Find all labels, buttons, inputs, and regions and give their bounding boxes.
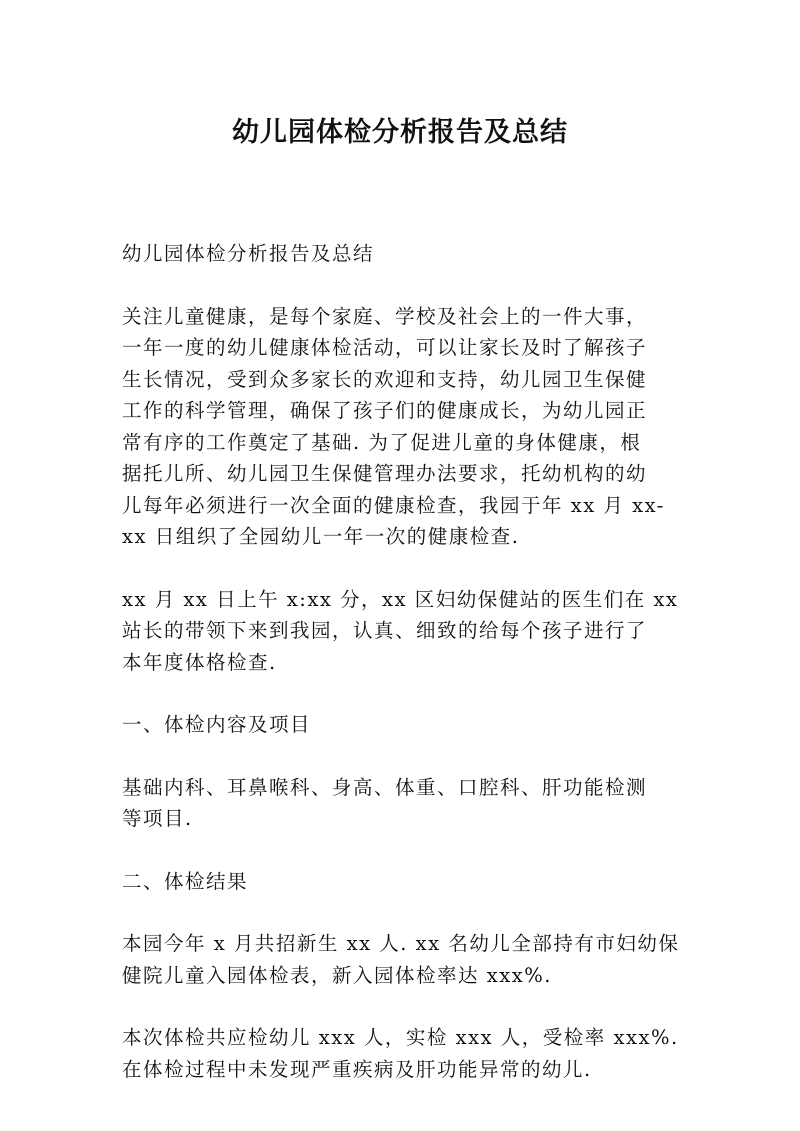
paragraph-new-students: 本园今年 x 月共招新生 xx 人. xx 名幼儿全部持有市妇幼保 健院儿童入园体检表，新入园体检率达 xxx%. — [122, 932, 680, 987]
section-heading-contents: 一、体检内容及项目 — [122, 713, 312, 736]
document-title: 幼儿园体检分析报告及总结 — [232, 117, 568, 148]
paragraph-exam-date: xx 月 xx 日上午 x:xx 分，xx 区妇幼保健站的医生们在 xx 站长的带领下来到我园，认真、细致的给每个孩子进行了 本年度体格检查. — [122, 587, 679, 674]
document-body — [122, 238, 682, 1116]
document-subtitle: 幼儿园体检分析报告及总结 — [122, 242, 375, 265]
paragraph-exam-rate: 本次体检共应检幼儿 xxx 人，实检 xxx 人，受检率 xxx%. 在体检过程中未发现严重疾病及肝功能异常的幼儿. — [122, 1026, 679, 1081]
paragraph-intro: 关注儿童健康，是每个家庭、学校及社会上的一件大事， 一年一度的幼儿健康体检活动，可以让家长及时了解孩子 生长情况，受到众多家长的欢迎和支持，幼儿园卫生保健 工作的科学管理，确保了孩子们的健康成长，为幼儿园正 常有序的工作奠定了基础. 为了促进儿童的身体健康，根 据托儿所、幼儿园卫生保健管理办法要求，托幼机构的幼 儿每年必须进行一次全面的健康检查，我园于年 xx 月 xx- xx 日组织了全园幼儿一年一次的健康检查. — [122, 304, 665, 548]
paragraph-exam-items: 基础内科、耳鼻喉科、身高、体重、口腔科、肝功能检测 等项目. — [122, 775, 648, 830]
section-heading-results: 二、体检结果 — [122, 869, 249, 893]
